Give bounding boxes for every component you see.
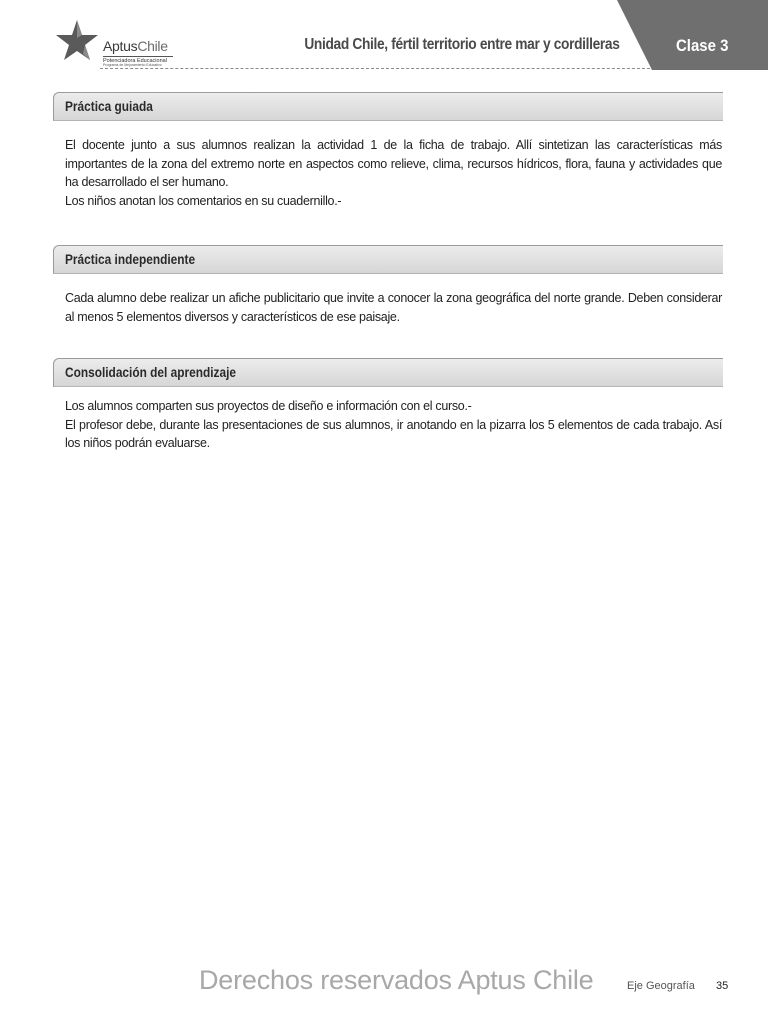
unit-title: Unidad Chile, fértil territorio entre mar y cordilleras [304,36,620,53]
logo-tagline: Potenciadora Educacional [103,56,173,64]
page-number: 35 [716,980,729,992]
class-label: Clase 3 [676,36,729,55]
section-header-practica-guiada [53,92,723,121]
section-title: Práctica guiada [65,99,153,114]
section-body-practica-independiente [65,289,722,326]
paragraph: El profesor debe, durante las presentaciones de sus alumnos, ir anotando en la pizarra los 5 elementos de cada trabajo. Así los niños podrán evaluarse. [65,417,722,450]
section-header-practica-independiente [53,245,723,274]
subject-label: Eje Geografía [627,980,695,992]
section-title: Práctica independiente [65,252,196,267]
page-header [0,0,768,70]
section-title: Consolidación del aprendizaje [65,365,236,380]
aptus-chile-logo [55,18,185,68]
header-divider [100,68,655,69]
logo-wordmark: AptusChile [103,38,168,54]
paragraph: Los niños anotan los comentarios en su cuadernillo.- [65,193,342,208]
copyright-watermark: Derechos reservados Aptus Chile [199,965,594,995]
paragraph: Cada alumno debe realizar un afiche publicitario que invite a conocer la zona geográfica del norte grande. Deben considerar al menos 5 elementos diversos y característicos de ese paisaje. [65,291,722,324]
section-body-practica-guiada [65,136,722,210]
paragraph: El docente junto a sus alumnos realizan la actividad 1 de la ficha de trabajo. Allí sintetizan las características más importantes de la zona del extremo norte en aspectos como relieve, clima, recursos hídricos, flora, fauna y actividades que ha desarrollado el ser humano. [65,138,722,189]
section-body-consolidacion [65,397,722,453]
logo-subtagline: Programa de Mejoramiento Educativo [103,63,162,67]
star-icon [55,18,103,66]
class-tab [617,0,768,70]
paragraph: Los alumnos comparten sus proyectos de diseño e información con el curso.- [65,399,472,413]
section-header-consolidacion [53,358,723,387]
